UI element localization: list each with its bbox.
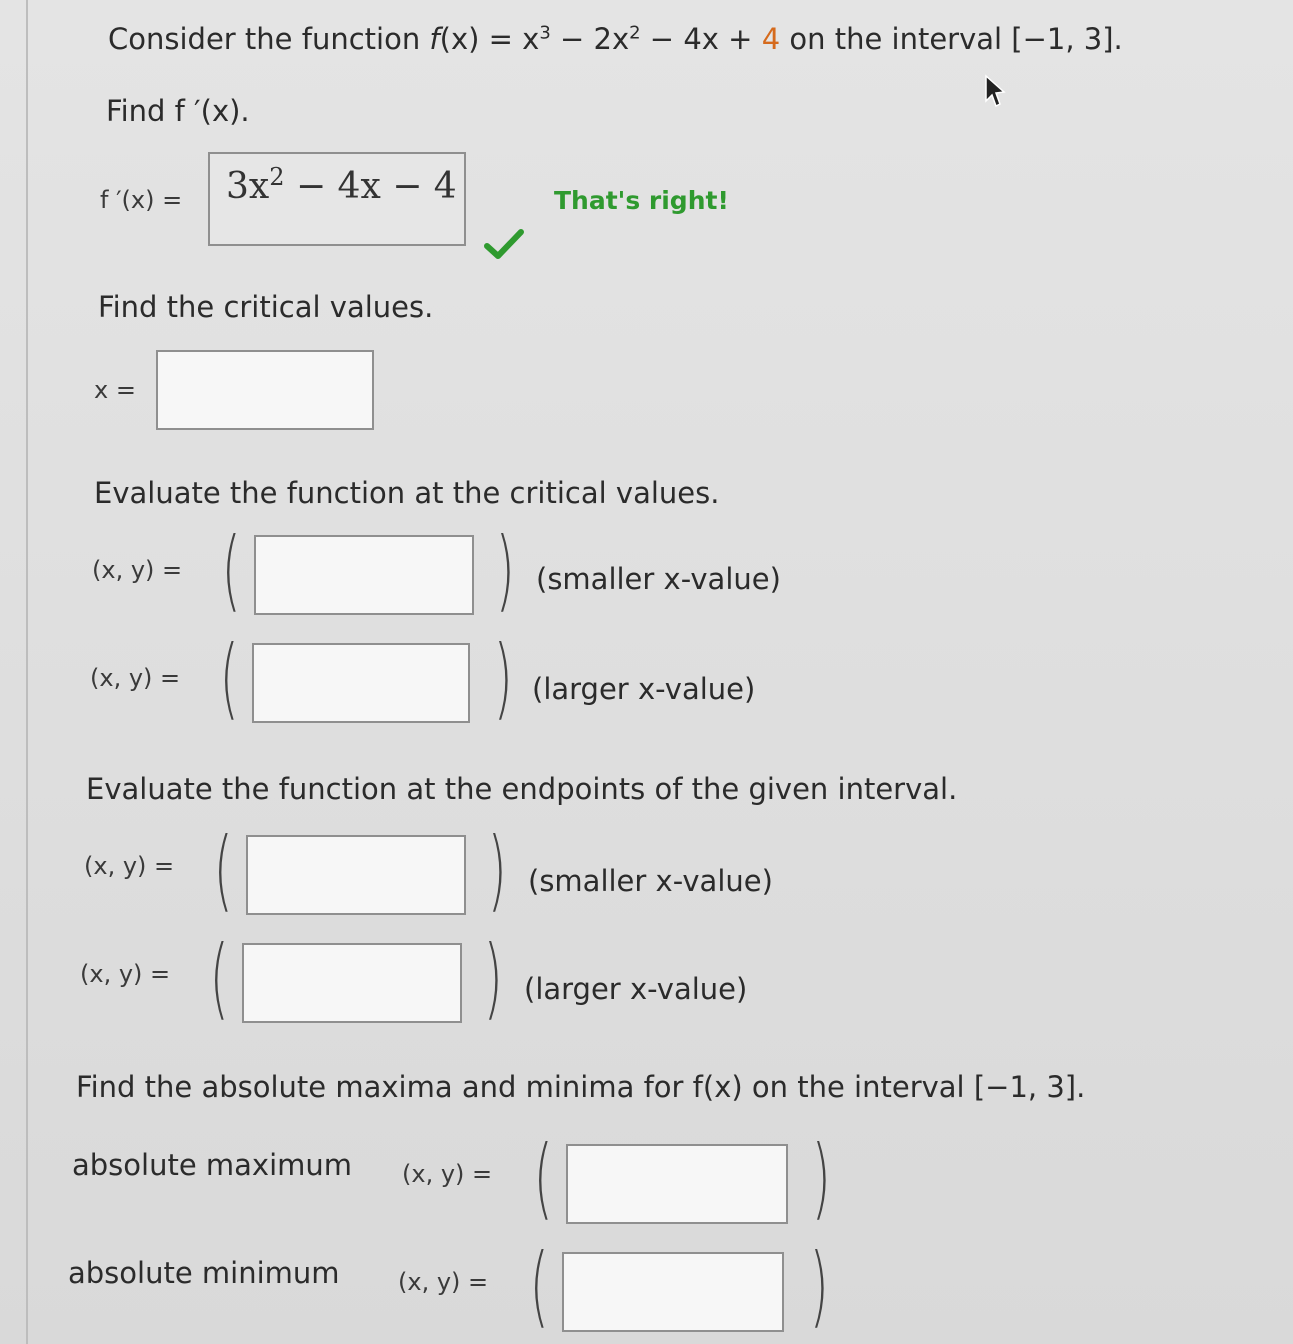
endpoint-smaller-input[interactable]: [246, 835, 466, 915]
derivative-answer-field[interactable]: [208, 152, 466, 246]
statement-const: 4: [761, 22, 781, 56]
absolute-min-input[interactable]: [562, 1252, 784, 1332]
statement-exp3: 3: [539, 22, 551, 44]
abs-max-open-paren: (: [533, 1126, 553, 1229]
absolute-min-label: absolute minimum: [68, 1256, 340, 1290]
q3-prompt: Evaluate the function at the critical values.: [94, 476, 720, 510]
check-icon: [484, 228, 524, 260]
answer-term1: 3x: [226, 166, 270, 207]
q1-prompt: Find f ′(x).: [106, 94, 250, 128]
absolute-max-input[interactable]: [566, 1144, 788, 1224]
feedback-correct: That's right!: [554, 186, 729, 215]
answer-rest: − 4x − 4: [284, 166, 457, 207]
q4-row1-hint: (smaller x-value): [528, 864, 773, 898]
critical-values-input[interactable]: [156, 350, 374, 430]
statement-prefix: Consider the function: [108, 22, 430, 56]
statement-rest: − 4x +: [640, 22, 762, 56]
q2-lhs: x =: [94, 376, 136, 404]
q4-row2-close-paren: ): [483, 926, 503, 1029]
q1-lhs: f ′(x) =: [100, 186, 183, 214]
q3-row1-close-paren: ): [495, 518, 515, 621]
statement-f: f: [429, 22, 440, 56]
statement-fx: (x) = x: [439, 22, 540, 56]
q4-row1-close-paren: ): [487, 818, 507, 921]
q4-row2-lhs: (x, y) =: [80, 960, 171, 988]
absolute-max-lhs: (x, y) =: [402, 1160, 493, 1188]
q3-row2-open-paren: (: [219, 626, 239, 729]
q3-row2-hint: (larger x-value): [532, 672, 756, 706]
q3-row1-hint: (smaller x-value): [536, 562, 781, 596]
q2-prompt: Find the critical values.: [98, 290, 434, 324]
abs-min-close-paren: ): [809, 1234, 829, 1337]
q5-prompt: Find the absolute maxima and minima for f(x) on the interval [−1, 3].: [76, 1070, 1086, 1104]
left-divider: [26, 0, 28, 1344]
abs-max-close-paren: ): [811, 1126, 831, 1229]
q3-row2-lhs: (x, y) =: [90, 664, 181, 692]
endpoint-larger-input[interactable]: [242, 943, 462, 1023]
q4-row2-hint: (larger x-value): [524, 972, 748, 1006]
cursor-icon: [982, 74, 1008, 110]
answer-exp: 2: [269, 163, 285, 191]
q4-prompt: Evaluate the function at the endpoints of the given interval.: [86, 772, 958, 806]
q3-row2-close-paren: ): [493, 626, 513, 729]
q4-row2-open-paren: (: [209, 926, 229, 1029]
absolute-max-label: absolute maximum: [72, 1148, 353, 1182]
problem-statement: [108, 22, 1123, 56]
q3-row1-open-paren: (: [221, 518, 241, 621]
statement-exp2: 2: [629, 22, 641, 44]
critical-point-larger-input[interactable]: [252, 643, 470, 723]
critical-point-smaller-input[interactable]: [254, 535, 474, 615]
absolute-min-lhs: (x, y) =: [398, 1268, 489, 1296]
q3-row1-lhs: (x, y) =: [92, 556, 183, 584]
q4-row1-open-paren: (: [213, 818, 233, 921]
statement-mid: − 2x: [550, 22, 630, 56]
statement-suffix: on the interval [−1, 3].: [780, 22, 1123, 56]
abs-min-open-paren: (: [529, 1234, 549, 1337]
q4-row1-lhs: (x, y) =: [84, 852, 175, 880]
